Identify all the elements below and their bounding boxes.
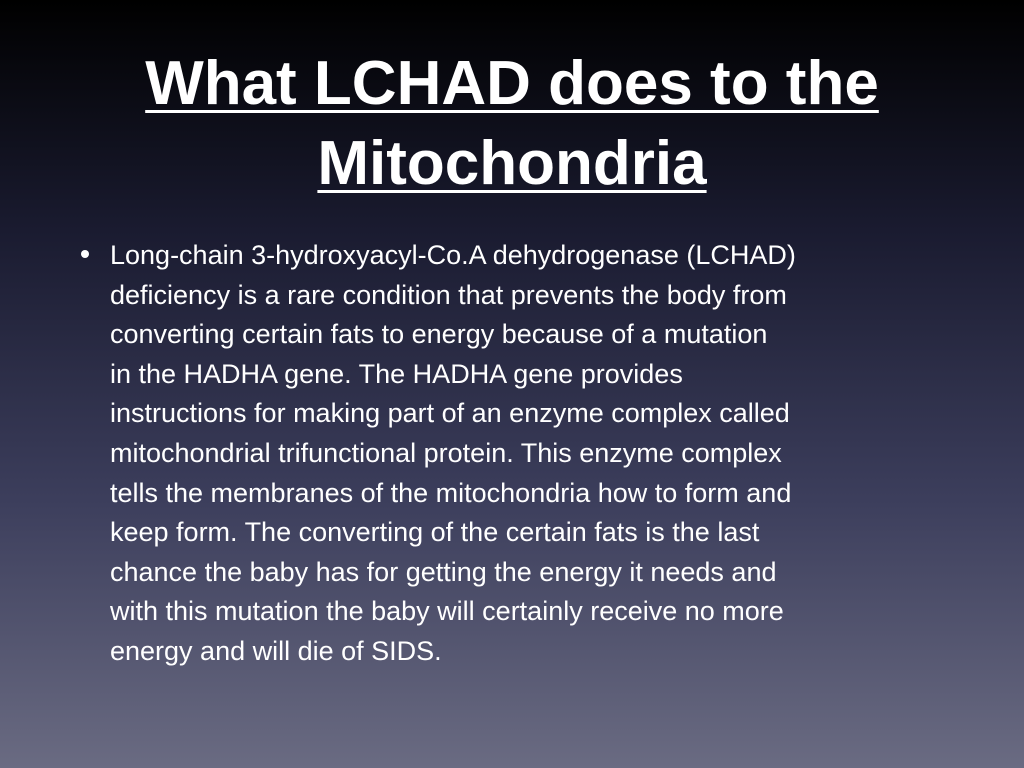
bullet-text: Long-chain 3-hydroxyacyl-Co.A dehydrogenase (LCHAD) deficiency is a rare condition that prevents the body from converting certain fats to energy because of a mutation in the HADHA gene. The HADHA gene provides instructions for making part of an enzyme complex called mitochondrial trifunctional protein. This enzyme complex tells the membranes of the mitochondria how to form and keep form. The converting of the certain fats is the last chance the baby has for getting the energy it needs and with this mutation the baby will certainly receive no more energy and will die of SIDS. <box>110 240 796 666</box>
slide-title-line-1 <box>60 44 964 124</box>
slide-title-line-2 <box>60 124 964 204</box>
bullet-list <box>0 236 1024 672</box>
slide-title-line-2-text: Mitochondria <box>317 129 707 198</box>
slide-title-line-1-text: What LCHAD does to the <box>145 49 879 118</box>
bullet-dot-icon <box>81 250 89 258</box>
slide-title <box>60 44 964 204</box>
bullet-item <box>0 236 1024 672</box>
